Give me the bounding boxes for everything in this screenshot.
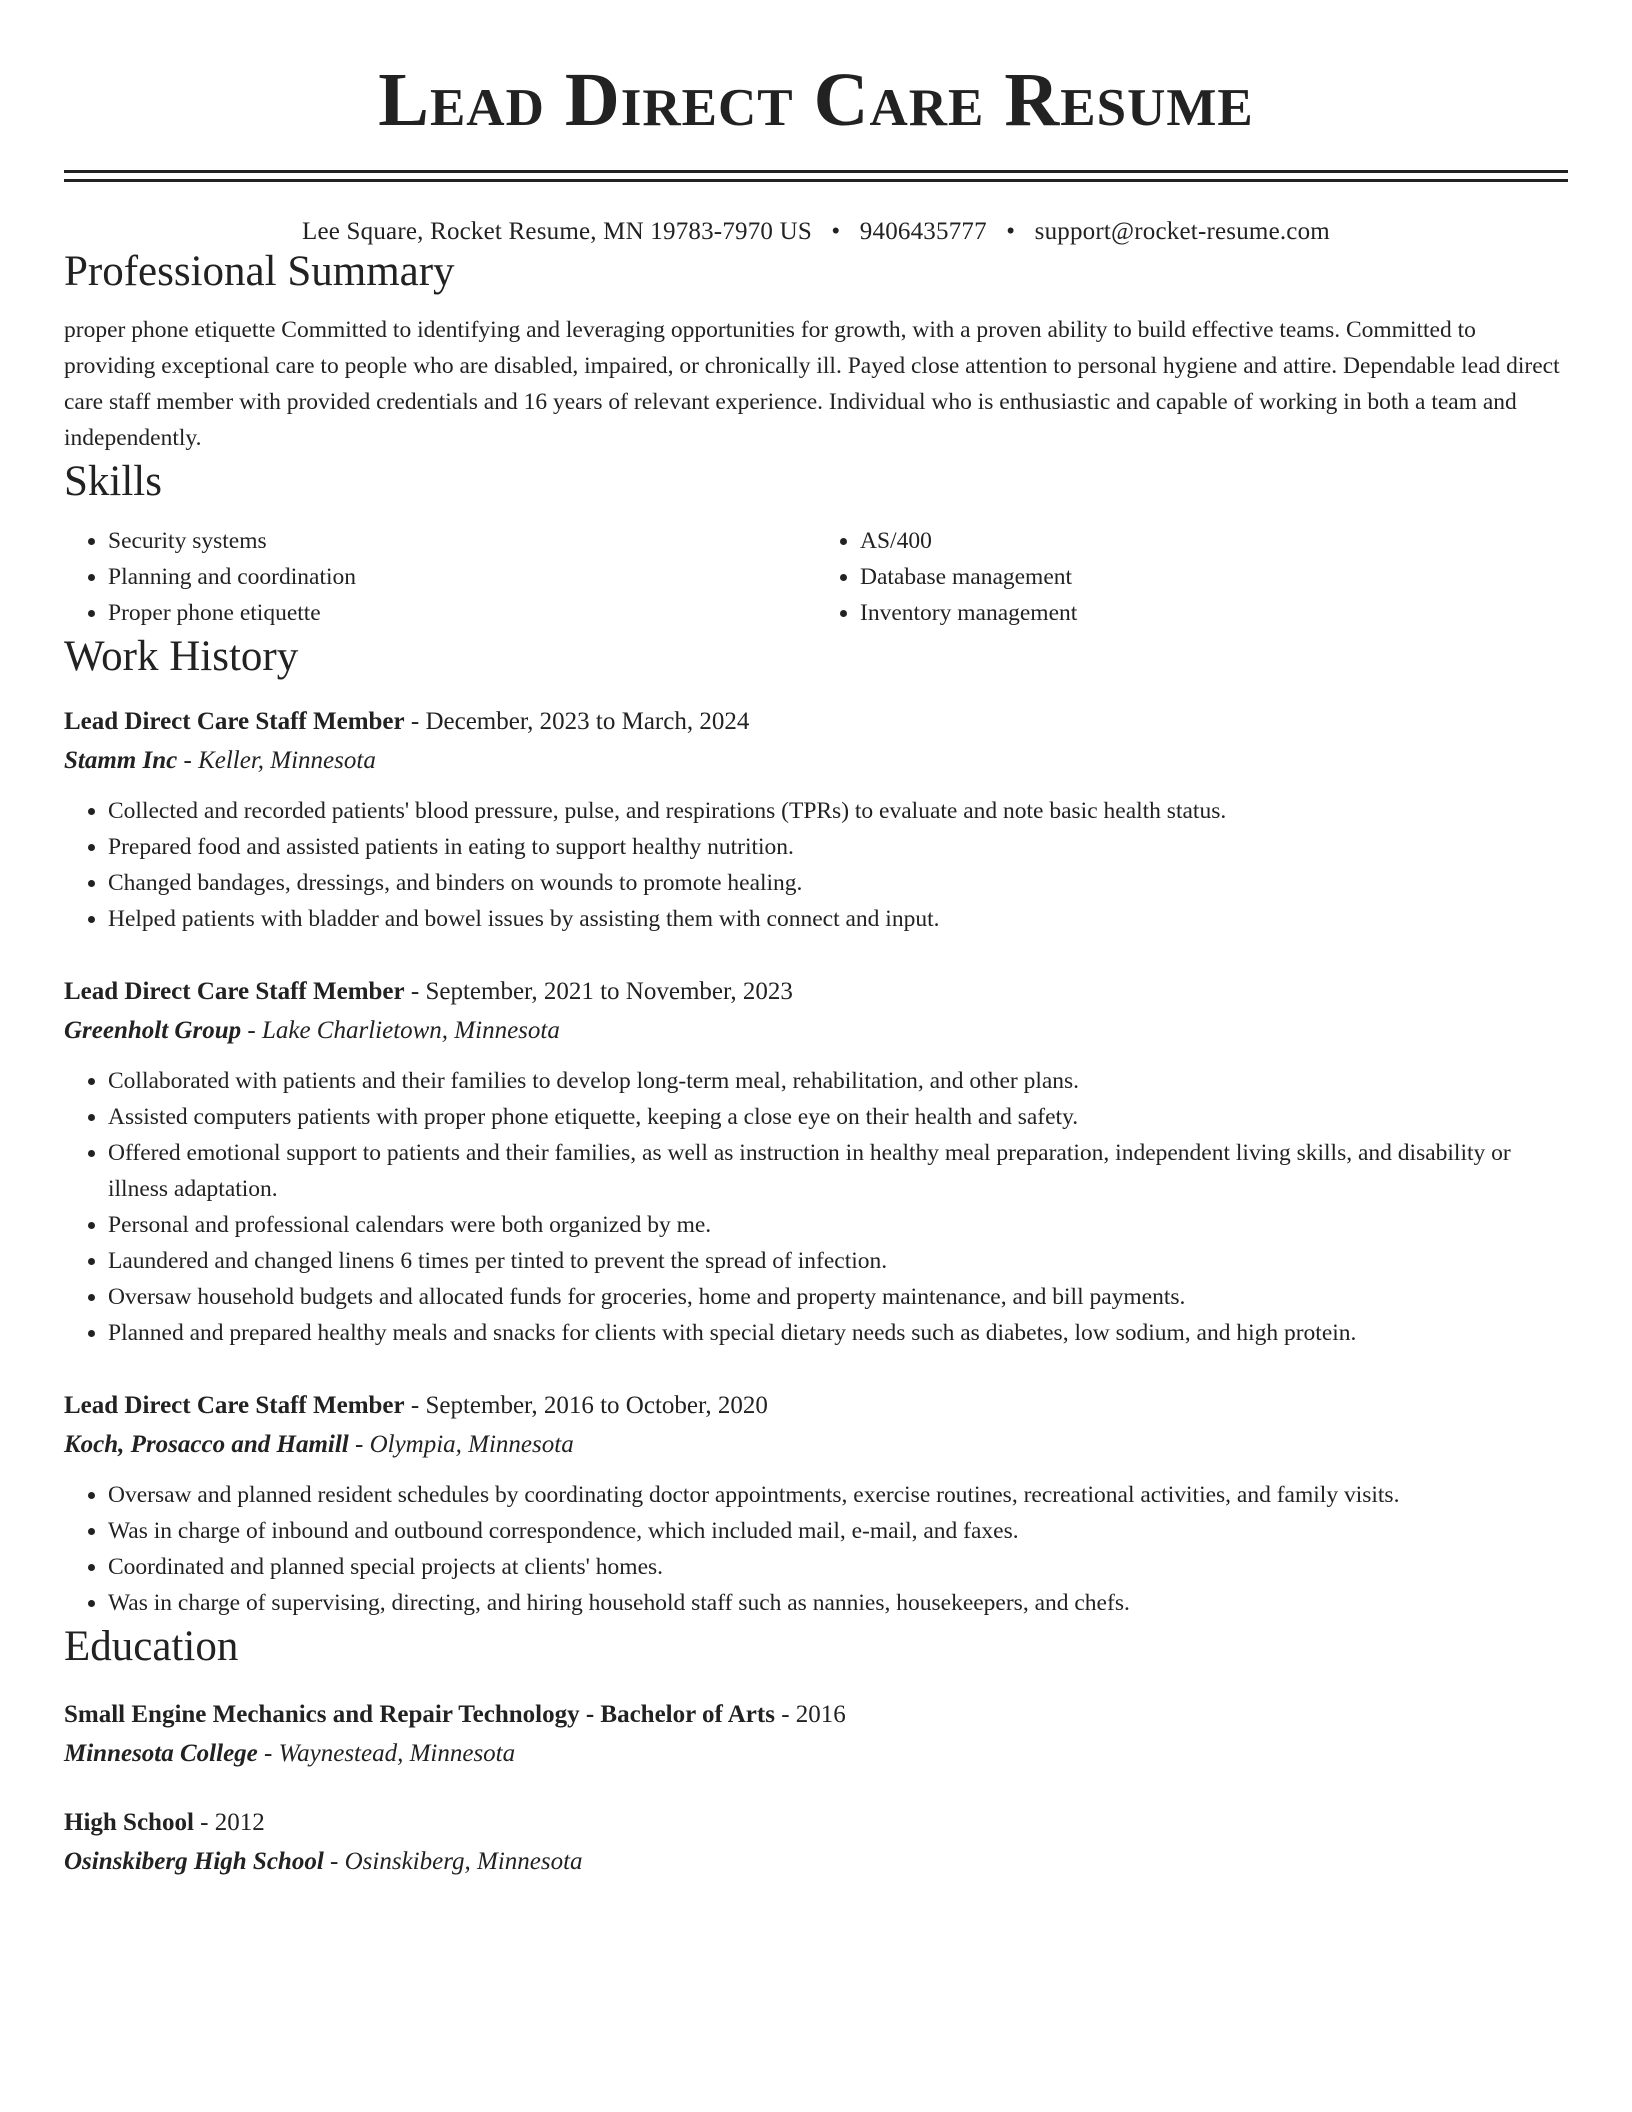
job-duties	[64, 1063, 1568, 1351]
job-title: Lead Direct Care Staff Member	[64, 977, 405, 1005]
contact-email: support@rocket-resume.com	[1034, 218, 1330, 245]
skill-item: • AS/400	[860, 523, 1568, 559]
job-duty: • Planned and prepared healthy meals and snacks for clients with special dietary needs such as diabetes, low sodium, and high protein.	[108, 1315, 1568, 1351]
job-company: Greenholt Group	[64, 1016, 242, 1044]
job-duty: • Offered emotional support to patients and their families, as well as instruction in healthy meal preparation, independent living skills, and disability or illness adaptation.	[108, 1135, 1568, 1207]
job-duty: • Personal and professional calendars were both organized by me.	[108, 1207, 1568, 1243]
education-degree: Small Engine Mechanics and Repair Technology - Bachelor of Arts	[64, 1701, 775, 1729]
job-company-line: Greenholt Group - Lake Charlietown, Minnesota	[64, 1016, 560, 1044]
skills-list	[64, 523, 1568, 631]
job-dates: December, 2023 to March, 2024	[425, 707, 750, 735]
job-entry	[64, 973, 1568, 1351]
job-duty: • Oversaw and planned resident schedules by coordinating doctor appointments, exercise routines, recreational activities, and family visits.	[108, 1477, 1568, 1513]
education-location: Waynestead, Minnesota	[278, 1740, 516, 1768]
title-double-rule	[64, 170, 1568, 182]
skill-item: • Proper phone etiquette	[108, 595, 816, 631]
job-duty: • Collected and recorded patients' blood pressure, pulse, and respirations (TPRs) to evaluate and note basic health status.	[108, 793, 1568, 829]
job-title-line: Lead Direct Care Staff Member - September, 2016 to October, 2020	[64, 1391, 768, 1419]
education-year: 2012	[214, 1809, 265, 1837]
job-company: Koch, Prosacco and Hamill	[64, 1430, 349, 1458]
education-school-line: Minnesota College - Waynestead, Minnesota	[64, 1740, 516, 1768]
education-entry	[64, 1696, 1568, 1774]
education-location: Osinskiberg, Minnesota	[344, 1848, 583, 1876]
job-duty: • Oversaw household budgets and allocated funds for groceries, home and property maintenance, and bill payments.	[108, 1279, 1568, 1315]
education-school: Minnesota College	[64, 1740, 258, 1768]
job-duty: • Was in charge of supervising, directing, and hiring household staff such as nannies, housekeepers, and chefs.	[108, 1585, 1568, 1621]
education-school: Osinskiberg High School	[64, 1848, 324, 1876]
job-title-line: Lead Direct Care Staff Member - December, 2023 to March, 2024	[64, 707, 750, 735]
job-title: Lead Direct Care Staff Member	[64, 1391, 405, 1419]
summary-heading: Professional Summary	[64, 248, 455, 295]
job-dates: September, 2016 to October, 2020	[425, 1391, 768, 1419]
education-degree: High School	[64, 1809, 194, 1837]
skills-column-right	[816, 523, 1568, 631]
job-location: Lake Charlietown, Minnesota	[261, 1016, 560, 1044]
job-location: Olympia, Minnesota	[369, 1430, 574, 1458]
contact-address: Lee Square, Rocket Resume, MN 19783-7970 US	[302, 218, 812, 245]
summary-text: proper phone etiquette Committed to identifying and leveraging opportunities for growth, with a proven ability to build effective teams. Committed to providing exceptional care to people who are disabled, impaired, or chronically ill. Payed close attention to personal hygiene and attire. Dependable lead direct care staff member with provided credentials and 16 years of relevant experience. Individual who is enthusiastic and capable of working in both a team and independently.	[64, 316, 1560, 451]
education-school-line: Osinskiberg High School - Osinskiberg, Minnesota	[64, 1848, 583, 1876]
job-duty: • Laundered and changed linens 6 times per tinted to prevent the spread of infection.	[108, 1243, 1568, 1279]
resume-title: Lead Direct Care Resume	[378, 58, 1254, 142]
job-duty: • Collaborated with patients and their families to develop long-term meal, rehabilitation, and other plans.	[108, 1063, 1568, 1099]
job-duty: • Was in charge of inbound and outbound correspondence, which included mail, e-mail, and faxes.	[108, 1513, 1568, 1549]
education-heading: Education	[64, 1622, 239, 1670]
skills-heading: Skills	[64, 457, 162, 505]
skill-item: • Security systems	[108, 523, 816, 559]
job-duties	[64, 793, 1568, 937]
job-duty: • Changed bandages, dressings, and binders on wounds to promote healing.	[108, 865, 1568, 901]
job-entry	[64, 703, 1568, 937]
contact-phone: 9406435777	[859, 218, 987, 245]
job-duty: • Helped patients with bladder and bowel issues by assisting them with connect and input.	[108, 901, 1568, 937]
job-company-line: Koch, Prosacco and Hamill - Olympia, Minnesota	[64, 1430, 574, 1458]
contact-separator: •	[1006, 218, 1016, 245]
skill-item: • Database management	[860, 559, 1568, 595]
skill-item: • Inventory management	[860, 595, 1568, 631]
job-location: Keller, Minnesota	[198, 746, 376, 774]
job-company: Stamm Inc	[64, 746, 178, 774]
contact-line	[64, 218, 1568, 246]
education-entry	[64, 1804, 1568, 1882]
job-title: Lead Direct Care Staff Member	[64, 707, 405, 735]
job-duty: • Prepared food and assisted patients in eating to support healthy nutrition.	[108, 829, 1568, 865]
job-duties	[64, 1477, 1568, 1621]
contact-separator: •	[831, 218, 841, 245]
job-company-line: Stamm Inc - Keller, Minnesota	[64, 746, 376, 774]
job-dates: September, 2021 to November, 2023	[425, 977, 793, 1005]
job-entry	[64, 1387, 1568, 1621]
job-title-line: Lead Direct Care Staff Member - September, 2021 to November, 2023	[64, 977, 793, 1005]
work-history-heading: Work History	[64, 633, 299, 681]
education-degree-line: Small Engine Mechanics and Repair Technology - Bachelor of Arts - 2016	[64, 1701, 846, 1729]
job-duty: • Coordinated and planned special projects at clients' homes.	[108, 1549, 1568, 1585]
skills-column-left	[64, 523, 816, 631]
job-duty: • Assisted computers patients with proper phone etiquette, keeping a close eye on their health and safety.	[108, 1099, 1568, 1135]
education-degree-line: High School - 2012	[64, 1809, 265, 1837]
education-year: 2016	[795, 1701, 846, 1729]
skill-item: • Planning and coordination	[108, 559, 816, 595]
